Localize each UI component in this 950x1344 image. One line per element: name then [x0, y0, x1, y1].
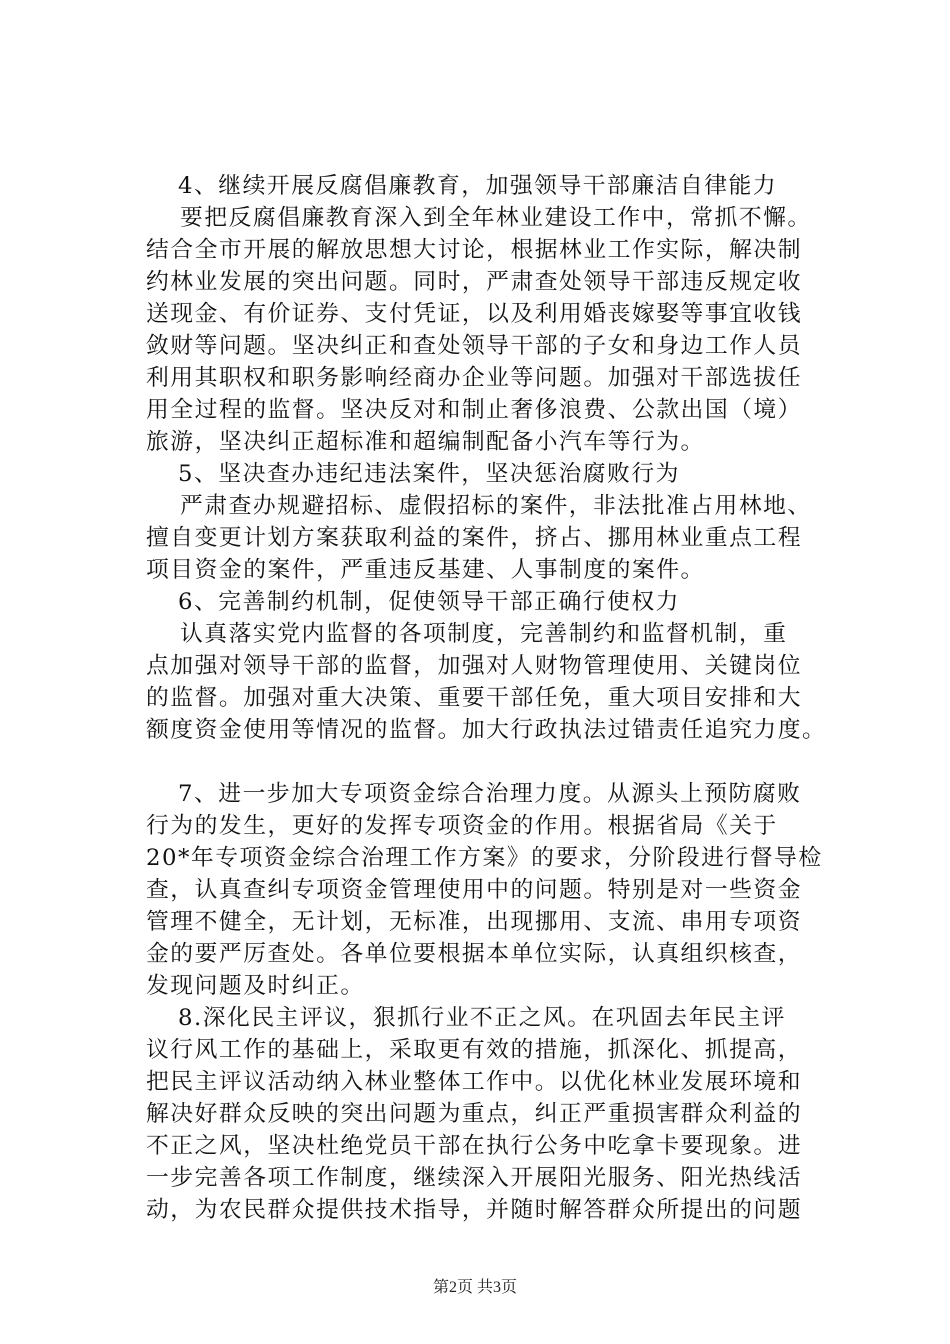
paragraph-line: 金的要严厉查处。各单位要根据本单位实际，认真组织核查， [146, 941, 803, 967]
paragraph-line: 敛财等问题。坚决纠正和查处领导干部的子女和身边工作人员 [146, 333, 803, 359]
paragraph-line: 要把反腐倡廉教育深入到全年林业建设工作中，常抓不懈。 [180, 205, 812, 231]
paragraph-line: 20*年专项资金综合治理工作方案》的要求，分阶段进行督导检 [146, 845, 823, 871]
paragraph-line: 一步完善各项工作制度，继续深入开展阳光服务、阳光热线活 [146, 1165, 803, 1191]
heading-4: 4、继续开展反腐倡廉教育，加强领导干部廉洁自律能力 [178, 173, 778, 199]
heading-5: 5、坚决查办违纪违法案件，坚决惩治腐败行为 [178, 461, 680, 487]
paragraph-line: 管理不健全，无计划，无标准，出现挪用、支流、串用专项资 [146, 909, 803, 935]
heading-8: 8.深化民主评议，狠抓行业不正之风。在巩固去年民主评 [178, 1005, 786, 1031]
paragraph-line: 不正之风，坚决杜绝党员干部在执行公务中吃拿卡要现象。进 [146, 1133, 803, 1159]
paragraph-line: 利用其职权和职务影响经商办企业等问题。加强对干部选拔任 [146, 365, 803, 391]
paragraph-line: 项目资金的案件，严重违反基建、人事制度的案件。 [146, 557, 705, 583]
paragraph-line: 额度资金使用等情况的监督。加大行政执法过错责任追究力度。 [146, 717, 827, 743]
paragraph-line: 用全过程的监督。坚决反对和制止奢侈浪费、公款出国（境） [146, 397, 803, 423]
page-number: 第2页 共3页 [432, 1279, 517, 1296]
paragraph-line: 动，为农民群众提供技术指导，并随时解答群众所提出的问题 [146, 1197, 803, 1223]
paragraph-line: 严肃查办规避招标、虚假招标的案件，非法批准占用林地、 [180, 493, 812, 519]
page-footer [0, 1274, 950, 1297]
paragraph-line: 议行风工作的基础上，采取更有效的措施，抓深化、抓提高， [146, 1037, 803, 1063]
heading-6: 6、完善制约机制，促使领导干部正确行使权力 [178, 589, 680, 615]
paragraph-line: 结合全市开展的解放思想大讨论，根据林业工作实际，解决制 [146, 237, 803, 263]
paragraph-line: 把民主评议活动纳入林业整体工作中。以优化林业发展环境和 [146, 1069, 803, 1095]
paragraph-line: 点加强对领导干部的监督，加强对人财物管理使用、关键岗位 [146, 653, 803, 679]
paragraph-line: 擅自变更计划方案获取利益的案件，挤占、挪用林业重点工程 [146, 525, 803, 551]
paragraph-line: 认真落实党内监督的各项制度，完善制约和监督机制，重 [180, 621, 788, 647]
paragraph-line: 解决好群众反映的突出问题为重点，纠正严重损害群众利益的 [146, 1101, 803, 1127]
paragraph-line: 行为的发生，更好的发挥专项资金的作用。根据省局《关于 [146, 813, 778, 839]
paragraph-line: 发现问题及时纠正。 [146, 973, 365, 999]
heading-7: 7、进一步加大专项资金综合治理力度。从源头上预防腐败 [178, 781, 802, 807]
paragraph-line: 查，认真查纠专项资金管理使用中的问题。特别是对一些资金 [146, 877, 803, 903]
paragraph-line: 约林业发展的突出问题。同时，严肃查处领导干部违反规定收 [146, 269, 803, 295]
paragraph-line: 送现金、有价证券、支付凭证，以及利用婚丧嫁娶等事宜收钱 [146, 301, 803, 327]
paragraph-line: 旅游，坚决纠正超标准和超编制配备小汽车等行为。 [146, 429, 705, 455]
paragraph-line: 的监督。加强对重大决策、重要干部任免，重大项目安排和大 [146, 685, 803, 711]
